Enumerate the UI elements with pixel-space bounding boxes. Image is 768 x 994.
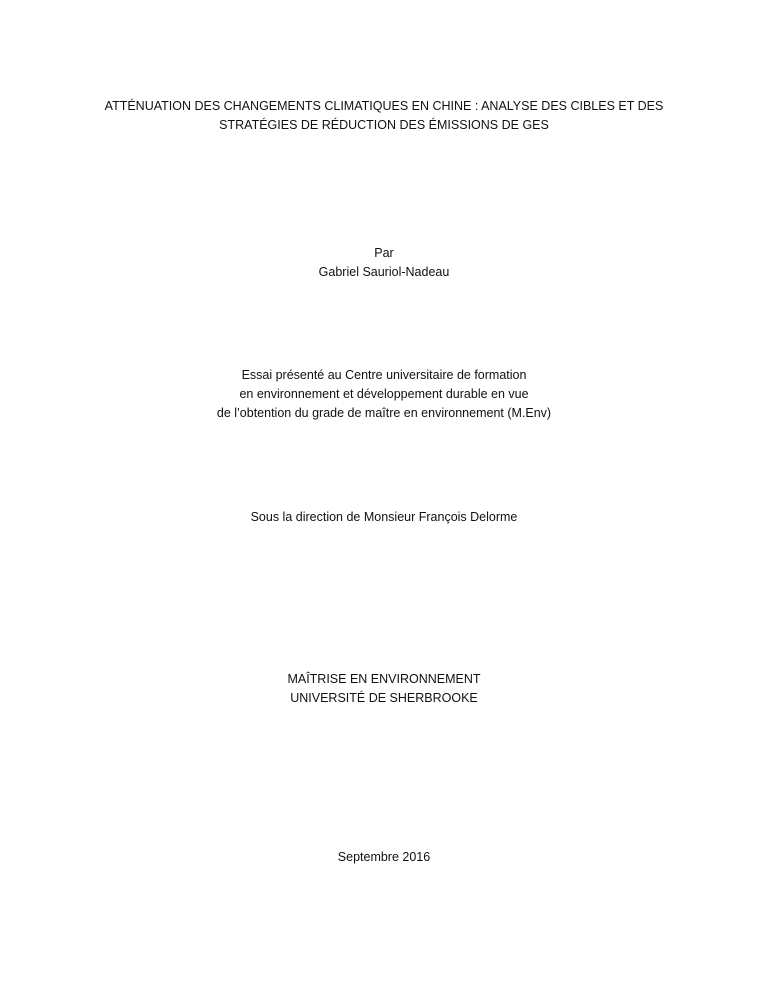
publication-date bbox=[0, 848, 768, 867]
date-text: Septembre 2016 bbox=[337, 850, 431, 864]
essay-line-3: de l’obtention du grade de maître en environnement (M.Env) bbox=[216, 406, 552, 420]
title-line-1: ATTÉNUATION DES CHANGEMENTS CLIMATIQUES EN CHINE : ANALYSE DES CIBLES ET DES bbox=[104, 99, 664, 113]
supervisor-line bbox=[0, 508, 768, 527]
supervisor-text: Sous la direction de Monsieur François Delorme bbox=[250, 510, 518, 524]
author-prefix: Par bbox=[374, 246, 394, 260]
document-title bbox=[0, 97, 768, 135]
university-name: UNIVERSITÉ DE SHERBROOKE bbox=[290, 691, 478, 705]
title-line-2: STRATÉGIES DE RÉDUCTION DES ÉMISSIONS DE GES bbox=[219, 118, 549, 132]
essay-line-1: Essai présenté au Centre universitaire de formation bbox=[241, 368, 527, 382]
institution-block bbox=[0, 670, 768, 708]
essay-description bbox=[0, 366, 768, 423]
author-name: Gabriel Sauriol-Nadeau bbox=[318, 265, 450, 279]
program-name: MAÎTRISE EN ENVIRONNEMENT bbox=[287, 672, 481, 686]
author-block bbox=[0, 244, 768, 282]
essay-line-2: en environnement et développement durable en vue bbox=[239, 387, 529, 401]
